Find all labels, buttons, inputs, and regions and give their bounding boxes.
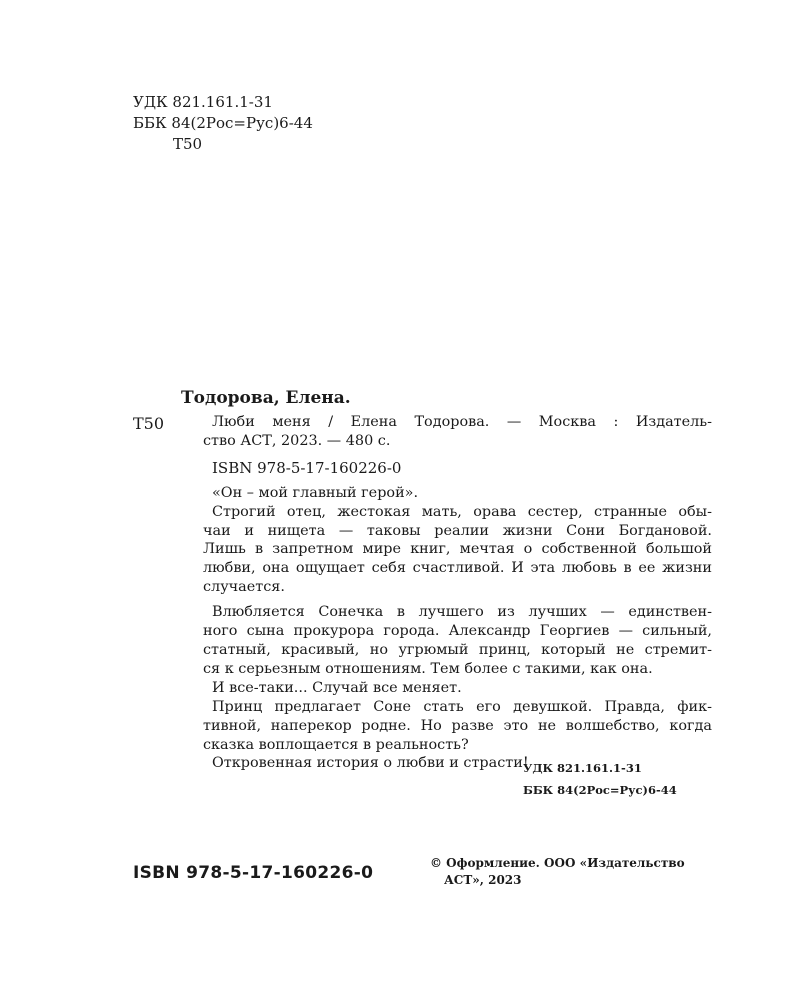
abstract-p2-line: статный, красивый, но угрюмый принц, который не стремит- <box>203 641 712 658</box>
abstract-p2-line: ся к серьезным отношениям. Тем более с такими, как она. <box>203 660 653 677</box>
abstract-p1-line: чаи и нищета — таковы реалии жизни Сони Богдановой. <box>203 522 712 539</box>
bbk-code: ББК 84(2Рос=Рус)6-44 <box>133 114 313 132</box>
abstract-p1-line: Строгий отец, жестокая мать, орава сестер, странные обы- <box>212 503 712 520</box>
abstract-p1-line: случается. <box>203 579 285 596</box>
abstract-p2-line: Влюбляется Сонечка в лучшего из лучших — единствен- <box>212 604 712 621</box>
abstract <box>203 503 712 774</box>
isbn-inline: ISBN 978-5-17-160226-0 <box>212 458 402 477</box>
copyright-line-1: © Оформление. ООО «Издательство <box>430 856 685 870</box>
abstract-p3: И все-таки... Случай все меняет. <box>212 679 462 696</box>
abstract-p5: Откровенная история о любви и страсти! <box>212 755 529 772</box>
abstract-p1-line: любви, она ощущает себя счастливой. И эта любовь в ее жизни <box>203 560 712 577</box>
classification-codes-bottom <box>523 757 677 801</box>
udk-code-bottom: УДК 821.161.1-31 <box>523 761 642 775</box>
author-heading: Тодорова, Елена. <box>181 388 351 408</box>
bbk-code-bottom: ББК 84(2Рос=Рус)6-44 <box>523 783 677 797</box>
bib-line-1: Люби меня / Елена Тодорова. — Москва : Издатель- <box>212 414 712 430</box>
abstract-p2-line: ного сына прокурора города. Александр Георгиев — сильный, <box>203 623 712 640</box>
bib-line-2: ство АСТ, 2023. — 480 с. <box>203 432 391 449</box>
isbn-main: ISBN 978-5-17-160226-0 <box>133 863 374 883</box>
abstract-p1-line: Лишь в запретном мире книг, мечтая о собственной большой <box>203 541 712 558</box>
author-sign-top: Т50 <box>173 135 203 153</box>
abstract-p4-line: Принц предлагает Соне стать его девушкой. Правда, фик- <box>212 698 712 715</box>
abstract-p4-line: сказка воплощается в реальность? <box>203 736 469 753</box>
tagline: «Он – мой главный герой». <box>212 484 419 501</box>
udk-code: УДК 821.161.1-31 <box>133 93 273 111</box>
classification-codes-top <box>133 92 313 155</box>
abstract-p4-line: тивной, наперекор родне. Но разве это не волшебство, когда <box>203 717 712 734</box>
copyright-line-2: АСТ», 2023 <box>444 873 522 887</box>
bibliographic-record <box>203 413 712 773</box>
copyright-notice <box>430 855 720 889</box>
author-sign: Т50 <box>133 414 165 433</box>
